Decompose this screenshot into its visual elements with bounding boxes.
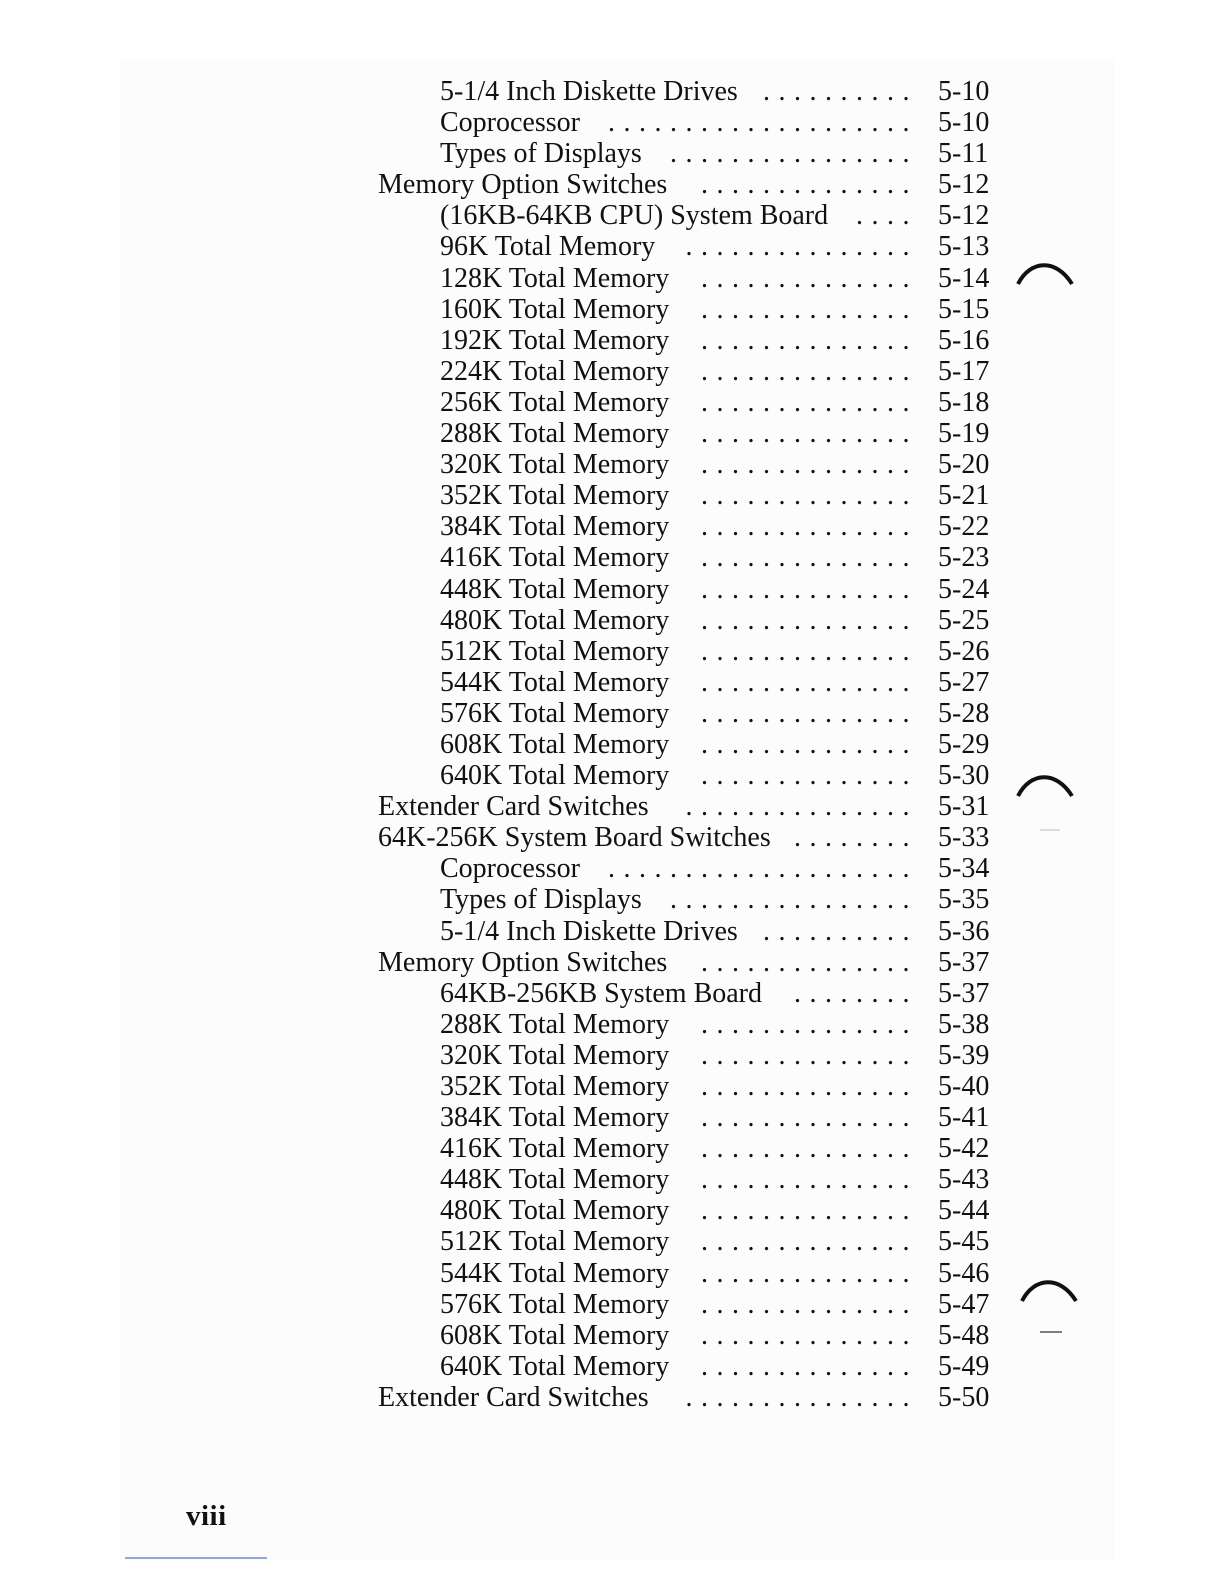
scan-artifact bbox=[1040, 1330, 1064, 1334]
toc-entry-page: 5-20 bbox=[938, 449, 990, 481]
toc-entry-page: 5-21 bbox=[938, 480, 990, 512]
toc-entry-page: 5-46 bbox=[938, 1257, 990, 1289]
toc-entry-title: 544K Total Memory bbox=[440, 666, 670, 698]
toc-entry bbox=[0, 605, 1224, 636]
dot-leader: .............. bbox=[701, 604, 918, 636]
toc-entry bbox=[0, 107, 1224, 138]
dot-leader: .......... bbox=[763, 915, 918, 947]
toc-entry-page: 5-30 bbox=[938, 760, 990, 792]
dot-leader: .............. bbox=[701, 1102, 918, 1134]
toc-entry-page: 5-43 bbox=[938, 1164, 990, 1196]
dot-leader: .............. bbox=[701, 386, 918, 418]
dot-leader: ............... bbox=[685, 1381, 918, 1413]
toc-entry-page: 5-45 bbox=[938, 1226, 990, 1258]
toc-entry-title: 512K Total Memory bbox=[440, 1226, 670, 1258]
toc-entry bbox=[0, 574, 1224, 605]
dot-leader: .............. bbox=[701, 1319, 918, 1351]
scan-artifact bbox=[1040, 828, 1064, 832]
dot-leader: ........ bbox=[794, 822, 918, 854]
dot-leader: .............. bbox=[701, 511, 918, 543]
dot-leader: .............. bbox=[701, 1164, 918, 1196]
dot-leader: .............. bbox=[701, 666, 918, 698]
toc-entry-page: 5-39 bbox=[938, 1039, 990, 1071]
toc-entry-title: 640K Total Memory bbox=[440, 760, 670, 792]
toc-entry-page: 5-31 bbox=[938, 791, 990, 823]
dot-leader: .............. bbox=[701, 697, 918, 729]
dot-leader: .............. bbox=[701, 946, 918, 978]
toc-entry-page: 5-41 bbox=[938, 1102, 990, 1134]
dot-leader: .... bbox=[856, 200, 918, 232]
toc-entry-title: 128K Total Memory bbox=[440, 262, 670, 294]
dot-leader: .............. bbox=[701, 635, 918, 667]
toc-entry-page: 5-23 bbox=[938, 542, 990, 574]
toc-entry-title: 480K Total Memory bbox=[440, 604, 670, 636]
toc-entry-title: 416K Total Memory bbox=[440, 542, 670, 574]
toc-entry-title: 640K Total Memory bbox=[440, 1350, 670, 1382]
toc-entry-title: Coprocessor bbox=[440, 107, 580, 139]
toc-entry-title: 320K Total Memory bbox=[440, 449, 670, 481]
toc-entry bbox=[0, 511, 1224, 542]
toc-entry-page: 5-12 bbox=[938, 200, 990, 232]
toc-entry bbox=[0, 1320, 1224, 1351]
dot-leader: .............. bbox=[701, 728, 918, 760]
binder-ring-mark bbox=[1016, 770, 1076, 806]
toc-entry-page: 5-50 bbox=[938, 1381, 990, 1413]
dot-leader: .............. bbox=[701, 1257, 918, 1289]
toc-entry bbox=[0, 1351, 1224, 1382]
toc-entry bbox=[0, 138, 1224, 169]
toc-entry-title: 576K Total Memory bbox=[440, 697, 670, 729]
toc-entry bbox=[0, 294, 1224, 325]
toc-entry bbox=[0, 636, 1224, 667]
toc-entry-page: 5-44 bbox=[938, 1195, 990, 1227]
toc-entry-title: 544K Total Memory bbox=[440, 1257, 670, 1289]
toc-entry bbox=[0, 667, 1224, 698]
toc-entry-title: 352K Total Memory bbox=[440, 1071, 670, 1102]
toc-entry-title: 5-1/4 Inch Diskette Drives bbox=[440, 76, 738, 107]
toc-entry bbox=[0, 978, 1224, 1009]
dot-leader: .............. bbox=[701, 1226, 918, 1258]
dot-leader: ........ bbox=[794, 977, 918, 1009]
dot-leader: ............... bbox=[685, 791, 918, 823]
toc-entry-title: 480K Total Memory bbox=[440, 1195, 670, 1227]
toc-entry bbox=[0, 76, 1224, 107]
toc-entry-page: 5-17 bbox=[938, 355, 990, 387]
dot-leader: .............. bbox=[701, 1350, 918, 1382]
dot-leader: .............. bbox=[701, 542, 918, 574]
dot-leader: .............. bbox=[701, 262, 918, 294]
toc-entry-title: 5-1/4 Inch Diskette Drives bbox=[440, 915, 738, 947]
toc-entry-page: 5-37 bbox=[938, 946, 990, 978]
toc-entry-title: 288K Total Memory bbox=[440, 1008, 670, 1040]
dot-leader: .............. bbox=[701, 1133, 918, 1165]
toc-entry-page: 5-47 bbox=[938, 1288, 990, 1320]
dot-leader: ................ bbox=[670, 884, 918, 916]
dot-leader: .............. bbox=[701, 480, 918, 512]
binder-ring-mark bbox=[1016, 258, 1076, 294]
toc-entry-page: 5-11 bbox=[938, 138, 989, 170]
toc-entry bbox=[0, 947, 1224, 978]
toc-entry-title: Extender Card Switches bbox=[378, 791, 649, 823]
toc-entry-title: 448K Total Memory bbox=[440, 573, 670, 605]
toc-entry bbox=[0, 729, 1224, 760]
dot-leader: .................... bbox=[608, 853, 918, 885]
toc-entry bbox=[0, 1133, 1224, 1164]
toc-entry bbox=[0, 1040, 1224, 1071]
toc-entry bbox=[0, 1382, 1224, 1413]
toc-entry-page: 5-10 bbox=[938, 76, 990, 107]
toc-entry-title: 288K Total Memory bbox=[440, 418, 670, 450]
toc-entry bbox=[0, 916, 1224, 947]
dot-leader: .............. bbox=[701, 1195, 918, 1227]
toc-entry bbox=[0, 1009, 1224, 1040]
toc-entry-page: 5-33 bbox=[938, 822, 990, 854]
toc-entry-title: Types of Displays bbox=[440, 884, 642, 916]
toc-entry-title: 64K-256K System Board Switches bbox=[378, 822, 771, 854]
toc-entry-page: 5-37 bbox=[938, 977, 990, 1009]
toc-entry-page: 5-48 bbox=[938, 1319, 990, 1351]
toc-entry bbox=[0, 387, 1224, 418]
toc-entry-title: 352K Total Memory bbox=[440, 480, 670, 512]
toc-entry bbox=[0, 1102, 1224, 1133]
dot-leader: .............. bbox=[701, 418, 918, 450]
dot-leader: .............. bbox=[701, 1288, 918, 1320]
toc-entry-title: 192K Total Memory bbox=[440, 324, 670, 356]
toc-entry bbox=[0, 1195, 1224, 1226]
toc-entry-page: 5-36 bbox=[938, 915, 990, 947]
toc-entry-title: 384K Total Memory bbox=[440, 511, 670, 543]
dot-leader: .......... bbox=[763, 76, 918, 107]
toc-entry-page: 5-26 bbox=[938, 635, 990, 667]
toc-entry-title: 384K Total Memory bbox=[440, 1102, 670, 1134]
toc-entry bbox=[0, 542, 1224, 573]
dot-leader: .............. bbox=[701, 1008, 918, 1040]
toc-entry bbox=[0, 1164, 1224, 1195]
dot-leader: .............. bbox=[701, 760, 918, 792]
page-number: viii bbox=[186, 1500, 227, 1532]
dot-leader: .............. bbox=[701, 355, 918, 387]
toc-entry bbox=[0, 884, 1224, 915]
toc-entry-title: Memory Option Switches bbox=[378, 169, 668, 201]
toc-entry-title: (16KB-64KB CPU) System Board bbox=[440, 200, 829, 232]
toc-entry-page: 5-40 bbox=[938, 1071, 990, 1102]
toc-entry-title: 416K Total Memory bbox=[440, 1133, 670, 1165]
toc-entry-page: 5-16 bbox=[938, 324, 990, 356]
toc-entry bbox=[0, 200, 1224, 231]
toc-entry bbox=[0, 1226, 1224, 1257]
toc-entry-title: 576K Total Memory bbox=[440, 1288, 670, 1320]
toc-entry-page: 5-42 bbox=[938, 1133, 990, 1165]
toc-entry-page: 5-49 bbox=[938, 1350, 990, 1382]
toc-entry-title: 160K Total Memory bbox=[440, 293, 670, 325]
toc-entry-page: 5-10 bbox=[938, 107, 990, 139]
toc-entry bbox=[0, 822, 1224, 853]
toc-entry-title: Types of Displays bbox=[440, 138, 642, 170]
toc-entry bbox=[0, 853, 1224, 884]
toc-entry-title: 256K Total Memory bbox=[440, 386, 670, 418]
toc-entry bbox=[0, 418, 1224, 449]
toc-entry-page: 5-24 bbox=[938, 573, 990, 605]
toc-entry-page: 5-22 bbox=[938, 511, 990, 543]
dot-leader: .............. bbox=[701, 449, 918, 481]
toc-entry-page: 5-12 bbox=[938, 169, 990, 201]
dot-leader: .............. bbox=[701, 293, 918, 325]
toc-entry-title: Coprocessor bbox=[440, 853, 580, 885]
toc-entry-title: 224K Total Memory bbox=[440, 355, 670, 387]
footer-rule bbox=[125, 1557, 267, 1559]
toc-entry-page: 5-14 bbox=[938, 262, 990, 294]
dot-leader: .............. bbox=[701, 1039, 918, 1071]
toc-entry-title: Extender Card Switches bbox=[378, 1381, 649, 1413]
toc-entry-page: 5-18 bbox=[938, 386, 990, 418]
toc-entry bbox=[0, 356, 1224, 387]
toc-entry bbox=[0, 698, 1224, 729]
toc-entry-title: Memory Option Switches bbox=[378, 946, 668, 978]
dot-leader: ............... bbox=[685, 231, 918, 263]
toc-entry-title: 64KB-256KB System Board bbox=[440, 977, 762, 1009]
dot-leader: .............. bbox=[701, 324, 918, 356]
toc-entry bbox=[0, 449, 1224, 480]
toc-entry-page: 5-27 bbox=[938, 666, 990, 698]
toc-entry-page: 5-35 bbox=[938, 884, 990, 916]
toc-entry-page: 5-29 bbox=[938, 728, 990, 760]
dot-leader: .............. bbox=[701, 573, 918, 605]
dot-leader: .................... bbox=[608, 107, 918, 139]
toc-entry bbox=[0, 1071, 1224, 1102]
dot-leader: .............. bbox=[701, 169, 918, 201]
toc-entry bbox=[0, 480, 1224, 511]
toc-entry-title: 512K Total Memory bbox=[440, 635, 670, 667]
dot-leader: ................ bbox=[670, 138, 918, 170]
toc-entry-page: 5-34 bbox=[938, 853, 990, 885]
toc-entry bbox=[0, 169, 1224, 200]
toc-entry-title: 608K Total Memory bbox=[440, 1319, 670, 1351]
toc-entry-page: 5-28 bbox=[938, 697, 990, 729]
toc-entry-title: 96K Total Memory bbox=[440, 231, 656, 263]
toc-entry-page: 5-25 bbox=[938, 604, 990, 636]
toc-entry-title: 608K Total Memory bbox=[440, 728, 670, 760]
toc-entry-page: 5-19 bbox=[938, 418, 990, 450]
toc-entry-title: 448K Total Memory bbox=[440, 1164, 670, 1196]
toc-entry-page: 5-13 bbox=[938, 231, 990, 263]
toc-entry-page: 5-15 bbox=[938, 293, 990, 325]
toc-entry-title: 320K Total Memory bbox=[440, 1039, 670, 1071]
binder-ring-mark bbox=[1020, 1275, 1080, 1311]
toc-entry bbox=[0, 325, 1224, 356]
dot-leader: .............. bbox=[701, 1071, 918, 1102]
toc-entry-page: 5-38 bbox=[938, 1008, 990, 1040]
